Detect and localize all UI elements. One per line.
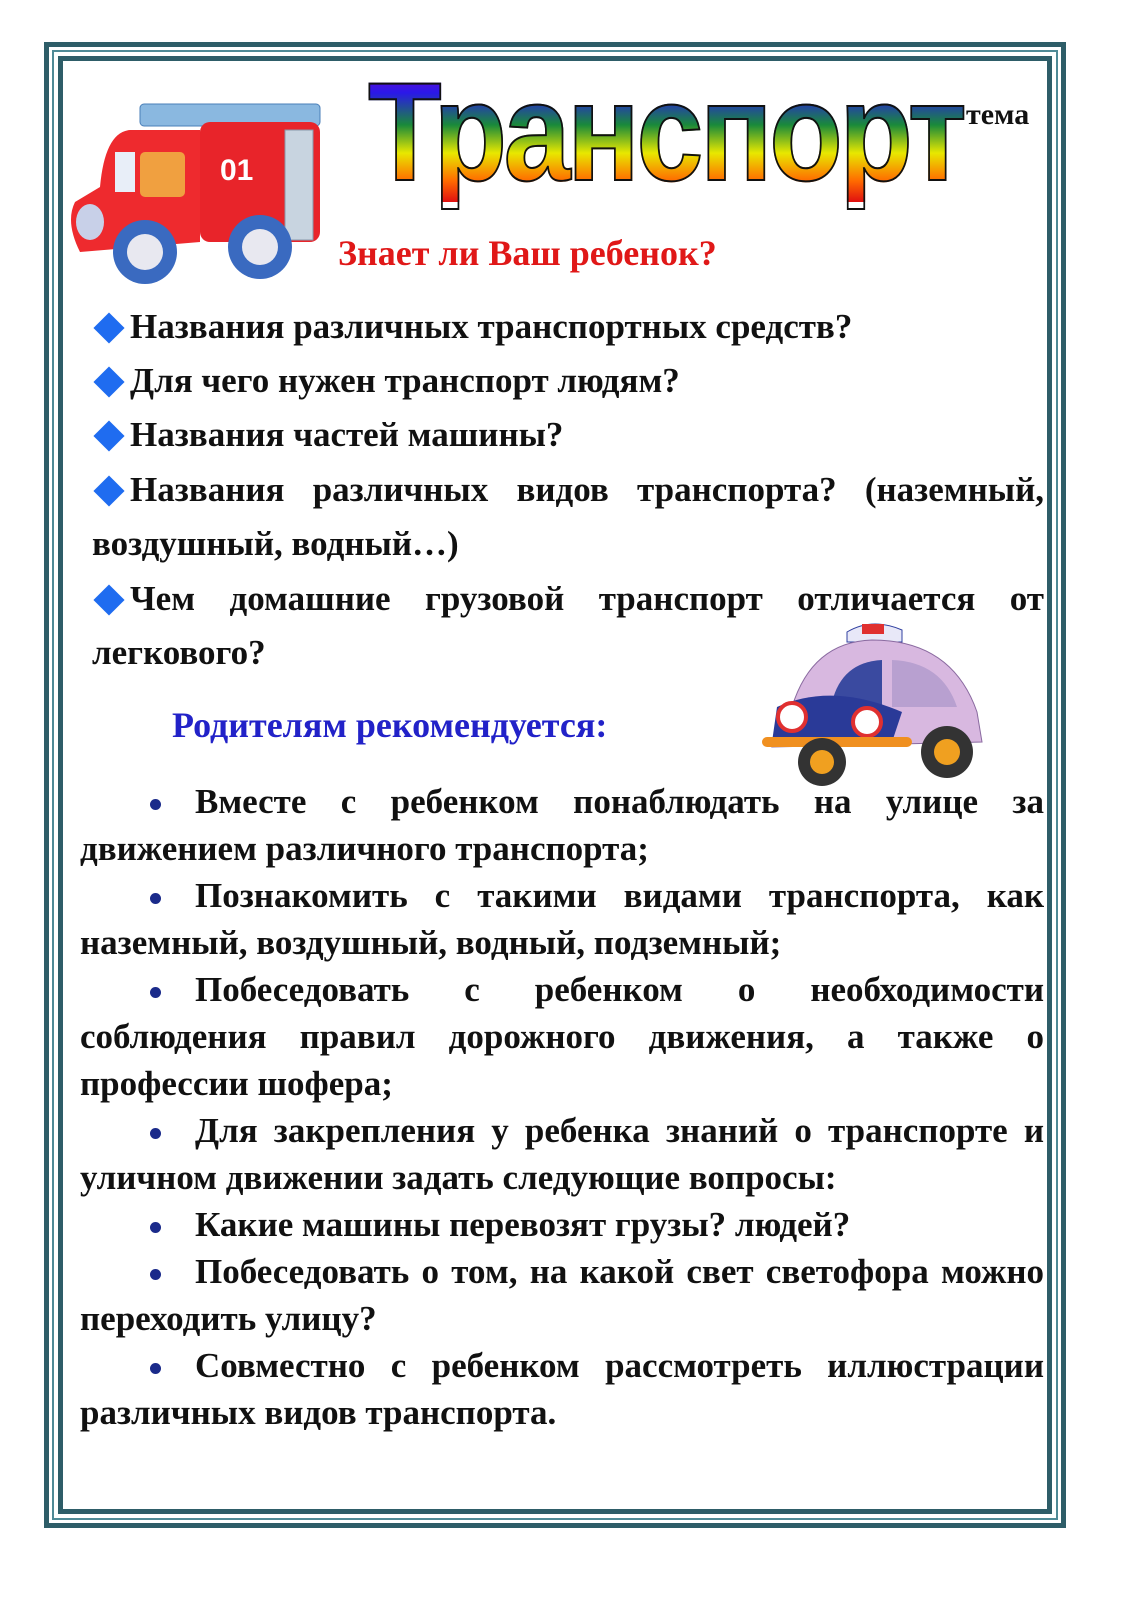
section-heading-recommendations: Родителям рекомендуется: <box>172 705 608 745</box>
diamond-bullet-icon <box>93 312 124 343</box>
recommendation-item <box>80 1342 1044 1436</box>
question-item <box>92 463 1044 571</box>
question-text: Чем домашние грузовой транспорт отличается от легкового? <box>92 579 1044 672</box>
recommendation-text: Вместе с ребенком понаблюдать на улице за движением различного транспорта; <box>80 782 1044 868</box>
bullet-icon <box>150 799 161 810</box>
recommendation-text: Побеседовать о том, на какой свет светофора можно переходить улицу? <box>80 1252 1044 1338</box>
question-text: Для чего нужен транспорт людям? <box>130 361 680 400</box>
diamond-bullet-icon <box>93 584 124 615</box>
bullet-icon <box>150 1269 161 1280</box>
recommendation-item <box>80 872 1044 966</box>
bullet-icon <box>150 1128 161 1139</box>
question-item <box>92 354 1044 408</box>
recommendation-item <box>80 1201 1044 1248</box>
recommendation-text: Для закрепления у ребенка знаний о транспорте и уличном движении задать следующие вопросы: <box>80 1111 1044 1197</box>
diamond-bullet-icon <box>93 366 124 397</box>
page-title: Транспорт <box>368 53 964 210</box>
question-item <box>92 408 1044 462</box>
fire-truck-illustration <box>60 92 335 292</box>
recommendation-text: Побеседовать с ребенком о необходимости соблюдения правил дорожного движения, а также о профессии шофера; <box>80 970 1044 1103</box>
question-text: Названия различных транспортных средств? <box>130 307 853 346</box>
question-text: Названия частей машины? <box>130 415 564 454</box>
truck-number: 01 <box>220 154 254 187</box>
diamond-bullet-icon <box>93 420 124 451</box>
bullet-icon <box>150 987 161 998</box>
bullet-icon <box>150 1363 161 1374</box>
recommendation-item <box>80 966 1044 1107</box>
recommendation-item <box>80 1248 1044 1342</box>
title-tag: тема <box>966 98 1030 131</box>
bullet-icon <box>150 1222 161 1233</box>
recommendation-item <box>80 778 1044 872</box>
question-item <box>92 300 1044 354</box>
question-text: Названия различных видов транспорта? (наземный, воздушный, водный…) <box>92 470 1044 563</box>
section-heading-questions: Знает ли Ваш ребенок? <box>338 233 717 273</box>
recommendation-text: Совместно с ребенком рассмотреть иллюстрации различных видов транспорта. <box>80 1346 1044 1432</box>
recommendation-text: Познакомить с такими видами транспорта, как наземный, воздушный, водный, подземный; <box>80 876 1044 962</box>
diamond-bullet-icon <box>93 475 124 506</box>
recommendations-list <box>80 778 1044 1436</box>
recommendation-item <box>80 1107 1044 1201</box>
car-illustration <box>752 612 992 792</box>
recommendation-text: Какие машины перевозят грузы? людей? <box>195 1205 851 1244</box>
bullet-icon <box>150 893 161 904</box>
